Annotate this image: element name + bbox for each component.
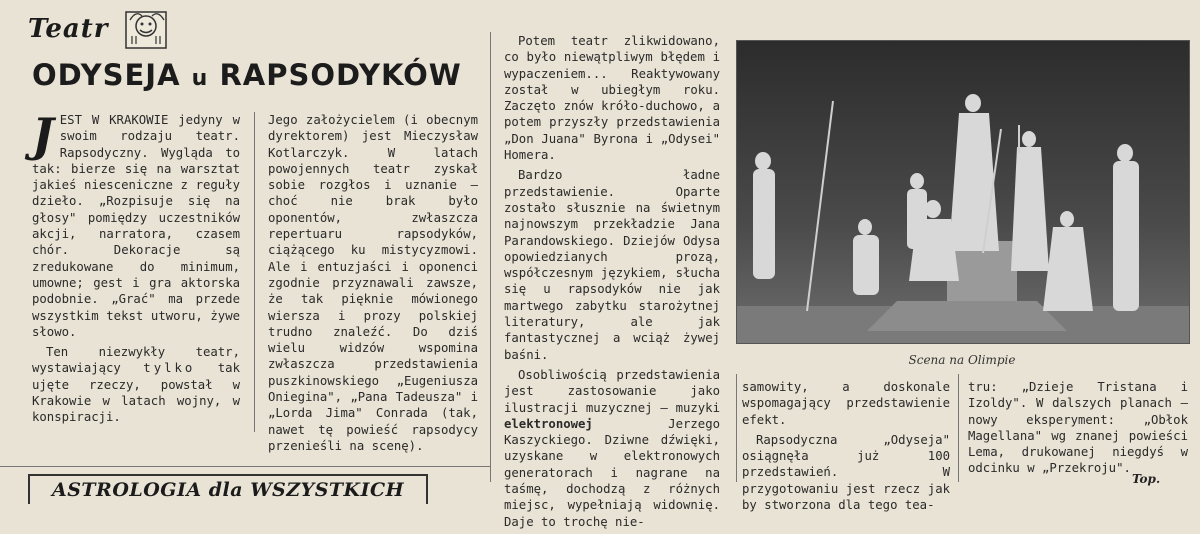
paragraph-text: jedyny w swoim rodzaju teatr. Rapsodyczny. Wygląda to tak: bierze się na warsztat jakieś niesceniczne z reguły dzieło. „Rozpisuje się na głosy" pomiędzy uczestników akcji, narratora, czasem chór. Dekoracje są zredukowane do minimum, umowne; gest i gra aktorska podobnie. „Grać" ma przede wszystkim tekst utworu, żywe słowo. bbox=[32, 113, 240, 339]
headline-part3: RAPSODYKÓW bbox=[219, 58, 462, 92]
article-column-1 bbox=[32, 108, 240, 430]
article-column-3 bbox=[504, 33, 720, 534]
section-title: Teatr bbox=[28, 14, 109, 44]
column-divider bbox=[490, 32, 491, 482]
column-divider bbox=[958, 374, 959, 482]
column-divider bbox=[254, 112, 255, 432]
next-section-banner: ASTROLOGIA dla WSZYSTKICH bbox=[28, 474, 428, 504]
article-column-2 bbox=[268, 112, 478, 458]
stage-scene-image bbox=[737, 41, 1189, 343]
paragraph bbox=[504, 367, 720, 530]
column-divider bbox=[736, 374, 737, 482]
headline-part2: u bbox=[191, 66, 209, 91]
paragraph-text: Ten niezwykły teatr, wystawiający bbox=[32, 345, 240, 376]
paragraph-text: tak ujęte rzeczy, powstał w Krakowie w latach wojny, w konspiracji. bbox=[32, 361, 240, 425]
lead-phrase: EST W KRAKOWIE bbox=[59, 113, 169, 127]
paragraph: Rapsodyczna „Odyseja" osiągnęła już 100 przedstawień. W przygotowaniu jest rzecz jak by stworzona dla tego tea- bbox=[742, 432, 950, 513]
theatre-mask-icon bbox=[118, 6, 176, 52]
spaced-word: tylko bbox=[143, 361, 196, 376]
paragraph: samowity, a doskonale wspomagający przedstawienie efekt. bbox=[742, 380, 950, 427]
paragraph bbox=[32, 344, 240, 425]
article-column-5 bbox=[968, 379, 1188, 481]
paragraph: Potem teatr zlikwidowano, co było niewątpliwym błędem i wypaczeniem... Reaktywowany został w ubiegłym roku. Zaczęto znów króło-duchowo, a potem przyszły przedstawienia „Don Juana" Byrona i „Odysei" Homera. bbox=[504, 34, 720, 163]
headline bbox=[32, 58, 462, 92]
paragraph-text: Osobliwością przedstawienia jest zastosowanie jako ilustracji muzycznej — muzyki bbox=[504, 367, 720, 415]
section-header bbox=[28, 6, 176, 52]
bold-word: elektronowej bbox=[504, 416, 593, 431]
paragraph: Jego założycielem (i obecnym dyrektorem) jest Mieczysław Kotlarczyk. W latach powojennych teatr zyskał sobie rozgłos i uznanie — choć nie brak było oponentów, zwłaszcza repertuaru rapsodyków, ciążącego ku mistycyzmowi. Ale i entuzjaści i oponenci zgodnie przyznawali zawsze, że tak pięknie mówionego wiersza i prozy polskiej trudno znaleźć. Do dziś wielu widzów wspomina zwłaszcza przedstawienia puszkinowskiego „Eugeniusza Oniegina", „Pana Tadeusza" i „Lorda Jima" Conrada (tak, nawet tę powieść rapsodycy przenieśli na scenę). bbox=[268, 113, 478, 453]
photo-caption: Scena na Olimpie bbox=[908, 353, 1016, 367]
section-divider bbox=[0, 466, 490, 467]
stage-photo bbox=[736, 40, 1190, 344]
paragraph-text: Jerzego Kaszyckiego. Dziwne dźwięki, uzyskane w elektronowych generatorach i nagrane na taśmę, dochodzą z różnych miejsc, wypełniają widownię. Daje to trochę nie- bbox=[504, 416, 720, 529]
paragraph: Bardzo ładne przedstawienie. Oparte zostało słusznie na świetnym najnowszym przekładzie Jana Parandowskiego. Dziejów Odysa opowiedzianych prozą, współczesnym językiem, słucha się u rapsodyków nie jak martwego zabytku starożytnej literatury, ale jak fantastycznej a wciąż żywej baśni. bbox=[504, 168, 720, 362]
article-lead-paragraph bbox=[32, 108, 240, 340]
dropcap: J bbox=[32, 108, 54, 162]
article-column-4 bbox=[742, 379, 950, 517]
headline-part1: ODYSEJA bbox=[32, 58, 181, 92]
paragraph: tru: „Dzieje Tristana i Izoldy". W dalszych planach — nowy eksperyment: „Obłok Magellana" wg znanej powieści Lema, drukowanej niegdyś w odcinku w „Przekroju". bbox=[968, 380, 1188, 476]
author-signature: Top. bbox=[1132, 472, 1161, 486]
